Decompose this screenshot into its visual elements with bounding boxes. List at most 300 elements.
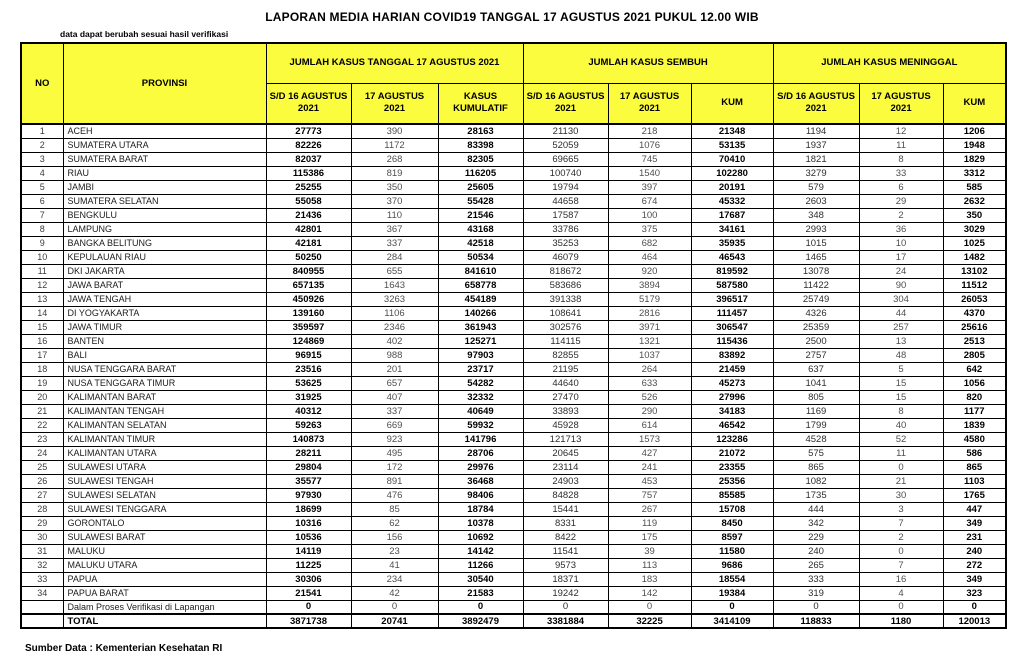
cell-value: 34161 bbox=[691, 222, 773, 236]
cell-value: 42518 bbox=[438, 236, 523, 250]
cell-value: 11 bbox=[859, 138, 943, 152]
cell-provinsi: MALUKU UTARA bbox=[63, 558, 266, 572]
cell-value: 658778 bbox=[438, 278, 523, 292]
cell-value: 337 bbox=[351, 404, 438, 418]
cell-value: 0 bbox=[691, 600, 773, 614]
cell-value: 11266 bbox=[438, 558, 523, 572]
cell-value: 39 bbox=[608, 544, 691, 558]
table-header bbox=[21, 43, 1006, 124]
cell-value: 7 bbox=[859, 516, 943, 530]
cell-value: 82226 bbox=[266, 138, 351, 152]
table-row bbox=[21, 208, 1006, 222]
cell-value: 820 bbox=[943, 390, 1006, 404]
cell-value: 361943 bbox=[438, 320, 523, 334]
cell-value: 11 bbox=[859, 446, 943, 460]
cell-value: 29 bbox=[859, 194, 943, 208]
cell-value: 140873 bbox=[266, 432, 351, 446]
cell-value: 19794 bbox=[523, 180, 608, 194]
cell-value: 10316 bbox=[266, 516, 351, 530]
cell-no: 7 bbox=[21, 208, 63, 222]
cell-value: 0 bbox=[859, 544, 943, 558]
table-row bbox=[21, 138, 1006, 152]
cell-value: 2346 bbox=[351, 320, 438, 334]
table-row bbox=[21, 572, 1006, 586]
cell-no: 13 bbox=[21, 292, 63, 306]
cell-value: 118833 bbox=[773, 614, 859, 628]
cell-value: 669 bbox=[351, 418, 438, 432]
cell-value: 26053 bbox=[943, 292, 1006, 306]
cell-value: 637 bbox=[773, 362, 859, 376]
cell-value: 3381884 bbox=[523, 614, 608, 628]
cell-value: 2632 bbox=[943, 194, 1006, 208]
cell-value: 27773 bbox=[266, 124, 351, 138]
cell-value: 20741 bbox=[351, 614, 438, 628]
cell-value: 342 bbox=[773, 516, 859, 530]
cell-value: 745 bbox=[608, 152, 691, 166]
cell-provinsi: BENGKULU bbox=[63, 208, 266, 222]
cell-value: 323 bbox=[943, 586, 1006, 600]
cell-value: 59263 bbox=[266, 418, 351, 432]
cell-value: 284 bbox=[351, 250, 438, 264]
cell-value: 52059 bbox=[523, 138, 608, 152]
cell-provinsi: KALIMANTAN TENGAH bbox=[63, 404, 266, 418]
cell-value: 35253 bbox=[523, 236, 608, 250]
cell-value: 1056 bbox=[943, 376, 1006, 390]
cell-value: 375 bbox=[608, 222, 691, 236]
cell-value: 1735 bbox=[773, 488, 859, 502]
cell-no: 22 bbox=[21, 418, 63, 432]
cell-no: 10 bbox=[21, 250, 63, 264]
table-row bbox=[21, 362, 1006, 376]
cell-value: 41 bbox=[351, 558, 438, 572]
cell-value: 25616 bbox=[943, 320, 1006, 334]
cell-value: 1829 bbox=[943, 152, 1006, 166]
cell-value: 229 bbox=[773, 530, 859, 544]
cell-no: 4 bbox=[21, 166, 63, 180]
cell-no: 6 bbox=[21, 194, 63, 208]
header-no: NO bbox=[21, 43, 63, 124]
cell-value: 108641 bbox=[523, 306, 608, 320]
cell-value: 45273 bbox=[691, 376, 773, 390]
cell-value: 674 bbox=[608, 194, 691, 208]
cell-value: 201 bbox=[351, 362, 438, 376]
header-group-sembuh: JUMLAH KASUS SEMBUH bbox=[523, 43, 773, 83]
cell-value: 1041 bbox=[773, 376, 859, 390]
cell-no: 25 bbox=[21, 460, 63, 474]
table-row bbox=[21, 390, 1006, 404]
cell-value: 40312 bbox=[266, 404, 351, 418]
cell-value: 1206 bbox=[943, 124, 1006, 138]
cell-value: 42801 bbox=[266, 222, 351, 236]
cell-value: 97903 bbox=[438, 348, 523, 362]
cell-value: 27470 bbox=[523, 390, 608, 404]
table-row bbox=[21, 544, 1006, 558]
cell-value: 83892 bbox=[691, 348, 773, 362]
cell-value: 3 bbox=[859, 502, 943, 516]
table-row bbox=[21, 488, 1006, 502]
cell-value: 453 bbox=[608, 474, 691, 488]
cell-value: 290 bbox=[608, 404, 691, 418]
cell-value: 819592 bbox=[691, 264, 773, 278]
cell-value: 40 bbox=[859, 418, 943, 432]
cell-value: 1821 bbox=[773, 152, 859, 166]
cell-value: 805 bbox=[773, 390, 859, 404]
cell-value: 23355 bbox=[691, 460, 773, 474]
cell-provinsi: KALIMANTAN BARAT bbox=[63, 390, 266, 404]
cell-value: 183 bbox=[608, 572, 691, 586]
cell-no: 19 bbox=[21, 376, 63, 390]
table-row bbox=[21, 404, 1006, 418]
cell-value: 33786 bbox=[523, 222, 608, 236]
cell-value: 21195 bbox=[523, 362, 608, 376]
cell-value: 0 bbox=[351, 600, 438, 614]
cell-value: 55058 bbox=[266, 194, 351, 208]
cell-value: 350 bbox=[943, 208, 1006, 222]
cell-value: 120013 bbox=[943, 614, 1006, 628]
cell-value: 337 bbox=[351, 236, 438, 250]
cell-value: 2513 bbox=[943, 334, 1006, 348]
cell-value: 21130 bbox=[523, 124, 608, 138]
cell-value: 16 bbox=[859, 572, 943, 586]
cell-value: 35935 bbox=[691, 236, 773, 250]
cell-value: 583686 bbox=[523, 278, 608, 292]
cell-no: 5 bbox=[21, 180, 63, 194]
cell-value: 27996 bbox=[691, 390, 773, 404]
cell-provinsi: DKI JAKARTA bbox=[63, 264, 266, 278]
cell-value: 4 bbox=[859, 586, 943, 600]
cell-value: 0 bbox=[859, 600, 943, 614]
cell-value: 367 bbox=[351, 222, 438, 236]
cell-no: 24 bbox=[21, 446, 63, 460]
cell-value: 114115 bbox=[523, 334, 608, 348]
cell-provinsi: Dalam Proses Verifikasi di Lapangan bbox=[63, 600, 266, 614]
cell-value: 12 bbox=[859, 124, 943, 138]
cell-value: 19384 bbox=[691, 586, 773, 600]
cell-value: 3894 bbox=[608, 278, 691, 292]
cell-value: 10378 bbox=[438, 516, 523, 530]
cell-value: 476 bbox=[351, 488, 438, 502]
table-row bbox=[21, 502, 1006, 516]
cell-value: 1169 bbox=[773, 404, 859, 418]
cell-provinsi: SULAWESI UTARA bbox=[63, 460, 266, 474]
cell-value: 1573 bbox=[608, 432, 691, 446]
cell-no: 30 bbox=[21, 530, 63, 544]
cell-value: 44658 bbox=[523, 194, 608, 208]
cell-value: 102280 bbox=[691, 166, 773, 180]
cell-value: 407 bbox=[351, 390, 438, 404]
cell-value: 1037 bbox=[608, 348, 691, 362]
cell-value: 24 bbox=[859, 264, 943, 278]
cell-value: 319 bbox=[773, 586, 859, 600]
cell-value: 50534 bbox=[438, 250, 523, 264]
table-row bbox=[21, 194, 1006, 208]
cell-provinsi: MALUKU bbox=[63, 544, 266, 558]
cell-provinsi: NUSA TENGGARA TIMUR bbox=[63, 376, 266, 390]
cell-value: 46542 bbox=[691, 418, 773, 432]
cell-provinsi: SULAWESI TENGAH bbox=[63, 474, 266, 488]
cell-value: 13078 bbox=[773, 264, 859, 278]
cell-value: 25359 bbox=[773, 320, 859, 334]
cell-value: 0 bbox=[438, 600, 523, 614]
cell-value: 396517 bbox=[691, 292, 773, 306]
cell-value: 36 bbox=[859, 222, 943, 236]
cell-value: 267 bbox=[608, 502, 691, 516]
cell-value: 586 bbox=[943, 446, 1006, 460]
cell-value: 3029 bbox=[943, 222, 1006, 236]
cell-value: 23717 bbox=[438, 362, 523, 376]
cell-value: 28706 bbox=[438, 446, 523, 460]
cell-no: 14 bbox=[21, 306, 63, 320]
cell-value: 642 bbox=[943, 362, 1006, 376]
cell-value: 350 bbox=[351, 180, 438, 194]
cell-value: 923 bbox=[351, 432, 438, 446]
cell-value: 97930 bbox=[266, 488, 351, 502]
cell-value: 2500 bbox=[773, 334, 859, 348]
cell-value: 240 bbox=[943, 544, 1006, 558]
cell-provinsi: SUMATERA SELATAN bbox=[63, 194, 266, 208]
header-group-kasus: JUMLAH KASUS TANGGAL 17 AGUSTUS 2021 bbox=[266, 43, 523, 83]
cell-value: 48 bbox=[859, 348, 943, 362]
table-row bbox=[21, 250, 1006, 264]
cell-value: 397 bbox=[608, 180, 691, 194]
cell-provinsi: KALIMANTAN TIMUR bbox=[63, 432, 266, 446]
cell-value: 0 bbox=[523, 600, 608, 614]
cell-value: 11225 bbox=[266, 558, 351, 572]
header-provinsi: PROVINSI bbox=[63, 43, 266, 124]
cell-value: 35577 bbox=[266, 474, 351, 488]
cell-provinsi: BALI bbox=[63, 348, 266, 362]
cell-value: 265 bbox=[773, 558, 859, 572]
header-group-meninggal: JUMLAH KASUS MENINGGAL bbox=[773, 43, 1006, 83]
cell-provinsi: SULAWESI SELATAN bbox=[63, 488, 266, 502]
cell-value: 391338 bbox=[523, 292, 608, 306]
cell-value: 53625 bbox=[266, 376, 351, 390]
cell-value: 349 bbox=[943, 516, 1006, 530]
cell-value: 124869 bbox=[266, 334, 351, 348]
header-kasus-kumulatif: KASUS KUMULATIF bbox=[438, 83, 523, 124]
cell-value: 17687 bbox=[691, 208, 773, 222]
cell-value: 1177 bbox=[943, 404, 1006, 418]
cell-no: 20 bbox=[21, 390, 63, 404]
table-row bbox=[21, 222, 1006, 236]
cell-value: 575 bbox=[773, 446, 859, 460]
cell-value: 10 bbox=[859, 236, 943, 250]
cell-value: 526 bbox=[608, 390, 691, 404]
table-row bbox=[21, 530, 1006, 544]
cell-no: 15 bbox=[21, 320, 63, 334]
cell-value: 15 bbox=[859, 376, 943, 390]
cell-value: 3892479 bbox=[438, 614, 523, 628]
cell-provinsi: SUMATERA BARAT bbox=[63, 152, 266, 166]
cell-no: 1 bbox=[21, 124, 63, 138]
table-row bbox=[21, 376, 1006, 390]
cell-value: 33893 bbox=[523, 404, 608, 418]
cell-value: 25255 bbox=[266, 180, 351, 194]
cell-value: 82855 bbox=[523, 348, 608, 362]
cell-value: 0 bbox=[943, 600, 1006, 614]
cell-value: 23516 bbox=[266, 362, 351, 376]
cell-value: 8331 bbox=[523, 516, 608, 530]
cell-value: 7 bbox=[859, 558, 943, 572]
cell-provinsi: PAPUA BARAT bbox=[63, 586, 266, 600]
table-row bbox=[21, 460, 1006, 474]
cell-value: 302576 bbox=[523, 320, 608, 334]
cell-value: 268 bbox=[351, 152, 438, 166]
cell-value: 988 bbox=[351, 348, 438, 362]
table-row bbox=[21, 180, 1006, 194]
cell-no: 32 bbox=[21, 558, 63, 572]
cell-provinsi: JAWA TENGAH bbox=[63, 292, 266, 306]
cell-value: 21541 bbox=[266, 586, 351, 600]
cell-value: 447 bbox=[943, 502, 1006, 516]
table-row bbox=[21, 292, 1006, 306]
cell-value: 21348 bbox=[691, 124, 773, 138]
cell-value: 454189 bbox=[438, 292, 523, 306]
cell-provinsi: PAPUA bbox=[63, 572, 266, 586]
cell-value: 6 bbox=[859, 180, 943, 194]
cell-value: 29976 bbox=[438, 460, 523, 474]
cell-value: 44640 bbox=[523, 376, 608, 390]
cell-value: 30540 bbox=[438, 572, 523, 586]
cell-value: 1765 bbox=[943, 488, 1006, 502]
cell-value: 42181 bbox=[266, 236, 351, 250]
cell-value: 8 bbox=[859, 152, 943, 166]
cell-value: 30 bbox=[859, 488, 943, 502]
cell-value: 119 bbox=[608, 516, 691, 530]
cell-value: 113 bbox=[608, 558, 691, 572]
cell-value: 757 bbox=[608, 488, 691, 502]
cell-no: 16 bbox=[21, 334, 63, 348]
cell-value: 24903 bbox=[523, 474, 608, 488]
cell-value: 14142 bbox=[438, 544, 523, 558]
cell-value: 1540 bbox=[608, 166, 691, 180]
cell-value: 156 bbox=[351, 530, 438, 544]
cell-value: 5 bbox=[859, 362, 943, 376]
table-body bbox=[21, 124, 1006, 628]
cell-value: 100 bbox=[608, 208, 691, 222]
cell-value: 464 bbox=[608, 250, 691, 264]
cell-value: 84828 bbox=[523, 488, 608, 502]
cell-value: 43168 bbox=[438, 222, 523, 236]
cell-value: 304 bbox=[859, 292, 943, 306]
cell-value: 390 bbox=[351, 124, 438, 138]
cell-value: 96915 bbox=[266, 348, 351, 362]
cell-provinsi: GORONTALO bbox=[63, 516, 266, 530]
cell-value: 1948 bbox=[943, 138, 1006, 152]
cell-value: 1015 bbox=[773, 236, 859, 250]
cell-value: 272 bbox=[943, 558, 1006, 572]
cell-value: 1321 bbox=[608, 334, 691, 348]
cell-value: 444 bbox=[773, 502, 859, 516]
table-row bbox=[21, 558, 1006, 572]
cell-value: 52 bbox=[859, 432, 943, 446]
cell-value: 8422 bbox=[523, 530, 608, 544]
cell-provinsi: LAMPUNG bbox=[63, 222, 266, 236]
cell-value: 45928 bbox=[523, 418, 608, 432]
cell-provinsi: RIAU bbox=[63, 166, 266, 180]
cell-value: 3312 bbox=[943, 166, 1006, 180]
cell-no: 18 bbox=[21, 362, 63, 376]
source-note: Sumber Data : Kementerian Kesehatan RI bbox=[25, 643, 223, 654]
cell-value: 18784 bbox=[438, 502, 523, 516]
table-row bbox=[21, 124, 1006, 138]
cell-value: 1180 bbox=[859, 614, 943, 628]
cell-value: 1799 bbox=[773, 418, 859, 432]
cell-no bbox=[21, 600, 63, 614]
cell-value: 141796 bbox=[438, 432, 523, 446]
cell-value: 1937 bbox=[773, 138, 859, 152]
cell-provinsi: BANGKA BELITUNG bbox=[63, 236, 266, 250]
cell-no: 11 bbox=[21, 264, 63, 278]
cell-value: 20645 bbox=[523, 446, 608, 460]
cell-value: 2 bbox=[859, 530, 943, 544]
cell-value: 819 bbox=[351, 166, 438, 180]
cell-value: 85585 bbox=[691, 488, 773, 502]
cell-value: 70410 bbox=[691, 152, 773, 166]
cell-provinsi: TOTAL bbox=[63, 614, 266, 628]
cell-value: 1465 bbox=[773, 250, 859, 264]
cell-no: 3 bbox=[21, 152, 63, 166]
cell-value: 139160 bbox=[266, 306, 351, 320]
cell-value: 34183 bbox=[691, 404, 773, 418]
cell-no: 12 bbox=[21, 278, 63, 292]
header-sembuh-sd16: S/D 16 AGUSTUS 2021 bbox=[523, 83, 608, 124]
cell-value: 8 bbox=[859, 404, 943, 418]
cell-value: 55428 bbox=[438, 194, 523, 208]
cell-value: 920 bbox=[608, 264, 691, 278]
cell-value: 2 bbox=[859, 208, 943, 222]
cell-value: 90 bbox=[859, 278, 943, 292]
header-meninggal-kum: KUM bbox=[943, 83, 1006, 124]
table-row bbox=[21, 306, 1006, 320]
cell-value: 333 bbox=[773, 572, 859, 586]
cell-value: 587580 bbox=[691, 278, 773, 292]
cell-value: 15708 bbox=[691, 502, 773, 516]
cell-value: 218 bbox=[608, 124, 691, 138]
cell-value: 4580 bbox=[943, 432, 1006, 446]
cell-value: 0 bbox=[266, 600, 351, 614]
cell-value: 31925 bbox=[266, 390, 351, 404]
cell-value: 123286 bbox=[691, 432, 773, 446]
cell-provinsi: DI YOGYAKARTA bbox=[63, 306, 266, 320]
total-row bbox=[21, 614, 1006, 628]
cell-value: 14119 bbox=[266, 544, 351, 558]
table-row bbox=[21, 418, 1006, 432]
cell-value: 100740 bbox=[523, 166, 608, 180]
cell-value: 11512 bbox=[943, 278, 1006, 292]
cell-value: 1482 bbox=[943, 250, 1006, 264]
header-meninggal-17: 17 AGUSTUS 2021 bbox=[859, 83, 943, 124]
cell-value: 18554 bbox=[691, 572, 773, 586]
cell-value: 2603 bbox=[773, 194, 859, 208]
cell-value: 579 bbox=[773, 180, 859, 194]
cell-no: 34 bbox=[21, 586, 63, 600]
cell-no: 26 bbox=[21, 474, 63, 488]
cell-no: 29 bbox=[21, 516, 63, 530]
cell-value: 1106 bbox=[351, 306, 438, 320]
cell-value: 1172 bbox=[351, 138, 438, 152]
cell-no: 31 bbox=[21, 544, 63, 558]
verification-note: data dapat berubah sesuai hasil verifikasi bbox=[60, 29, 229, 39]
cell-value: 264 bbox=[608, 362, 691, 376]
cell-value: 83398 bbox=[438, 138, 523, 152]
cell-value: 46079 bbox=[523, 250, 608, 264]
cell-value: 25605 bbox=[438, 180, 523, 194]
cell-no: 28 bbox=[21, 502, 63, 516]
cell-value: 20191 bbox=[691, 180, 773, 194]
cell-value: 3414109 bbox=[691, 614, 773, 628]
cell-value: 1103 bbox=[943, 474, 1006, 488]
